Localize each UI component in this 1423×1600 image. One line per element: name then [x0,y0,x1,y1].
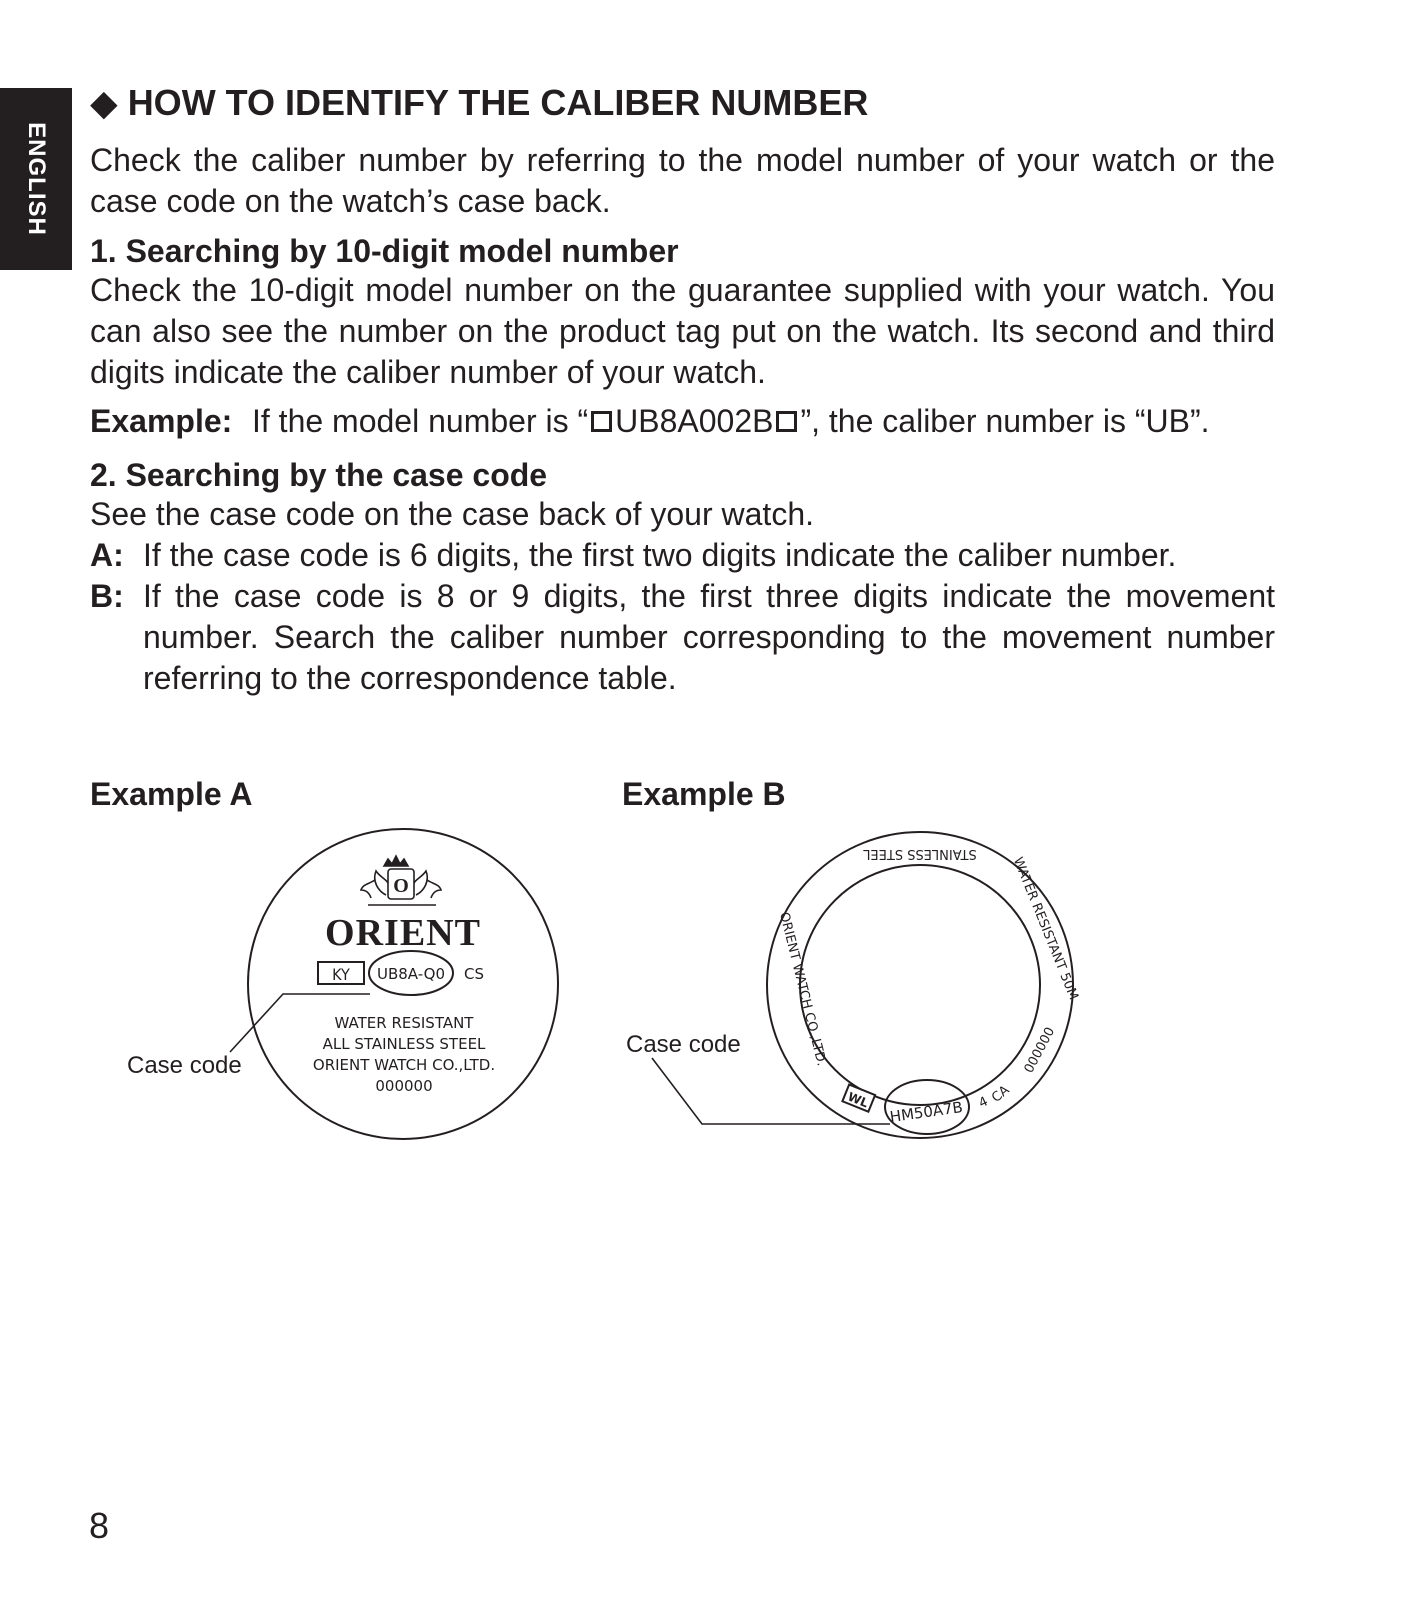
suffix-code: CS [464,965,484,983]
example-label: Example: [90,403,233,439]
example-b-title: Example B [622,776,786,812]
callout-label-b: Case code [626,1031,741,1058]
example-model-number: UB8A002B [615,403,774,439]
brand-logo: ORIENT [325,912,481,954]
ring-serial: 000000 [1021,1024,1059,1076]
language-tab-label: ENGLISH [23,122,50,236]
diamond-bullet-icon: ◆ [90,82,118,123]
crest-icon [361,856,441,905]
ring-num: 4 [976,1094,991,1112]
intro-paragraph: Check the caliber number by referring to the model number of your watch or the case code on the watch’s case back. [90,142,1275,219]
section1-body: Check the 10-digit model number on the guarantee supplied with your watch. You can also see the number on the product tag put on the watch. Its second and third digits indicate the caliber number of your watch. [90,272,1275,390]
case-back-b-inner [800,865,1040,1105]
example-a-title: Example A [90,776,253,812]
case-code-b: HM50A7B [888,1098,964,1127]
section1-title: 1. Searching by 10-digit model number [90,233,679,269]
section2-body: See the case code on the case back of your watch. [90,496,814,532]
case-line: ORIENT WATCH CO.,LTD. [312,1056,496,1074]
ring-text-left: ORIENT WATCH CO.,LTD. [776,910,829,1068]
list-item-text: If the case code is 6 digits, the first two digits indicate the caliber number. [143,537,1177,573]
example-text-before: If the model number is “ [252,403,589,439]
case-line: 000000 [375,1077,433,1095]
box-code: KY [332,965,350,984]
list-item-label: B: [90,578,124,614]
ring-text-right: WATER RESISTANT 50M [1009,855,1081,1003]
ring-text-top: STAINLESS STEEL [863,846,977,861]
wl-logo-icon [842,1085,875,1112]
callout-label-a: Case code [127,1052,242,1079]
wl-logo-text: WL [845,1089,871,1111]
page-number: 8 [89,1505,110,1546]
svg-text:O: O [393,875,409,897]
list-item-label: A: [90,537,124,573]
ring-ca: CA [989,1082,1013,1106]
example-text-after: ”, the caliber number is “UB”. [800,403,1210,439]
case-code: UB8A-Q0 [376,965,446,983]
page-heading-text: HOW TO IDENTIFY THE CALIBER NUMBER [127,82,869,123]
section2-title: 2. Searching by the case code [90,457,548,493]
list-item-text: If the case code is 8 or 9 digits, the first three digits indicate the movement number. Search the caliber number corresponding to the movement number referring to the correspondence table. [143,578,1275,696]
case-back-a [127,829,558,1139]
case-line: ALL STAINLESS STEEL [322,1035,486,1053]
case-back-b [626,832,1081,1138]
case-line: WATER RESISTANT [334,1014,474,1032]
